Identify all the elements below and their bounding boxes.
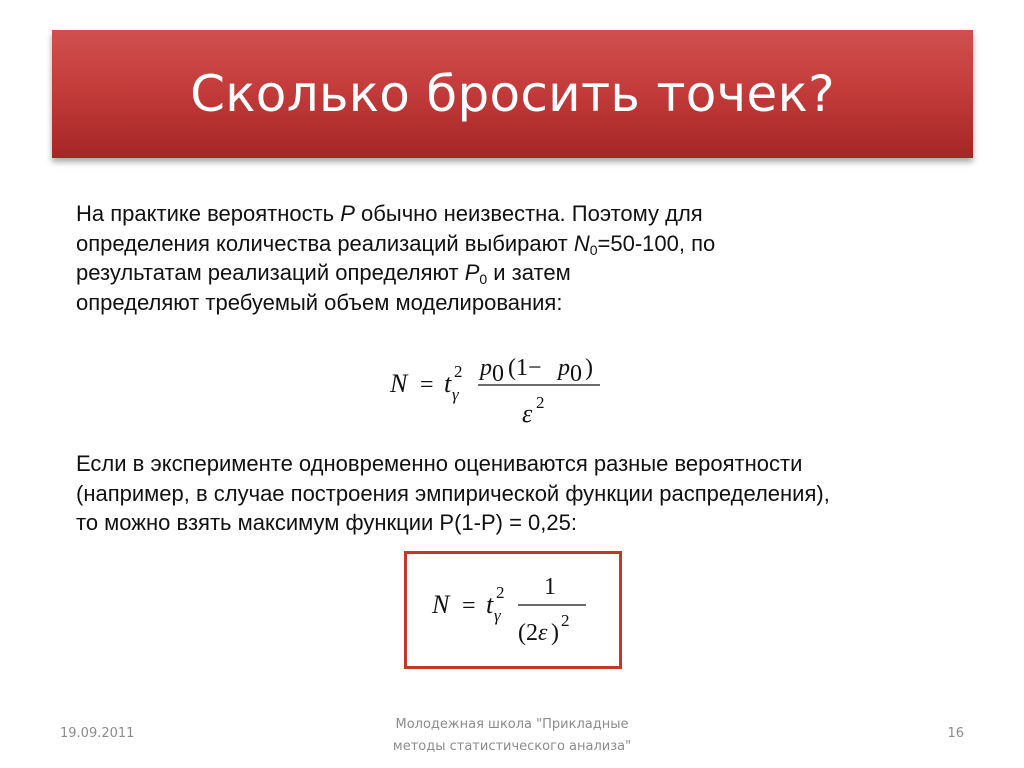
formula1-lhs: N — [390, 369, 408, 398]
title-bar — [52, 30, 973, 158]
formula2-den-sup: 2 — [561, 611, 570, 630]
formula2-eq: = — [462, 593, 476, 619]
paragraph-max — [76, 449, 976, 538]
formula1-num-end: ) — [585, 355, 593, 381]
formula1-t: t — [444, 369, 452, 398]
formula1-num-s1: 0 — [492, 361, 504, 387]
sample-size-formula-svg — [388, 343, 613, 433]
formula2-den-close: ) — [551, 620, 559, 646]
footer-event-line-1: Молодежная школа "Прикладные — [395, 717, 629, 732]
slide-number: 16 — [947, 726, 964, 741]
paragraph-max-line-1: Если в эксперименте одновременно оцениваются разные вероятности — [76, 451, 803, 476]
formula1-num-mid: (1− — [508, 355, 542, 381]
formula2-numerator: 1 — [544, 574, 556, 600]
formula1-t-sup: 2 — [454, 362, 463, 381]
formula1-den-sup: 2 — [536, 393, 545, 412]
footer-event-name — [362, 714, 662, 758]
formula1-num-p1: p — [480, 355, 492, 381]
footer-event-line-2: методы статистического анализа" — [392, 739, 632, 754]
paragraph-max-line-2: (например, в случае построения эмпирической функции распределения), — [76, 480, 830, 506]
formula1-t-sub: γ — [452, 385, 459, 404]
slide-title: Сколько бросить точек? — [190, 65, 835, 123]
formula1-eq: = — [420, 372, 434, 398]
sample-size-formula — [388, 343, 613, 433]
max-sample-size-formula — [430, 563, 605, 658]
formula2-lhs: N — [432, 590, 450, 619]
formula1-num-s2: 0 — [570, 361, 582, 387]
max-sample-size-formula-svg — [430, 563, 605, 658]
formula2-den-eps: ε — [538, 620, 548, 646]
formula2-den-open: (2 — [518, 620, 538, 646]
formula2-t: t — [486, 590, 494, 619]
footer-date: 19.09.2011 — [60, 726, 135, 741]
paragraph-max-line-3: то можно взять максимум функции Р(1-Р) = 0,25: — [76, 510, 577, 535]
formula2-t-sub: γ — [494, 606, 501, 625]
paragraph-intro-line-1: На практике вероятность P обычно неизвестна. Поэтому для — [76, 201, 703, 226]
formula2-t-sup: 2 — [496, 583, 505, 602]
paragraph-intro-line-2: определения количества реализаций выбирают $N_0=50-100$, по — [76, 230, 716, 258]
paragraph-intro — [76, 199, 836, 317]
paragraph-intro-line-3: результатам реализаций определяют $P_0$ и затем — [76, 260, 571, 287]
paragraph-intro-line-4: определяют требуемый объем моделирования: — [76, 289, 563, 315]
formula1-den: ε — [522, 399, 533, 428]
formula1-num-p2: p — [558, 355, 570, 381]
